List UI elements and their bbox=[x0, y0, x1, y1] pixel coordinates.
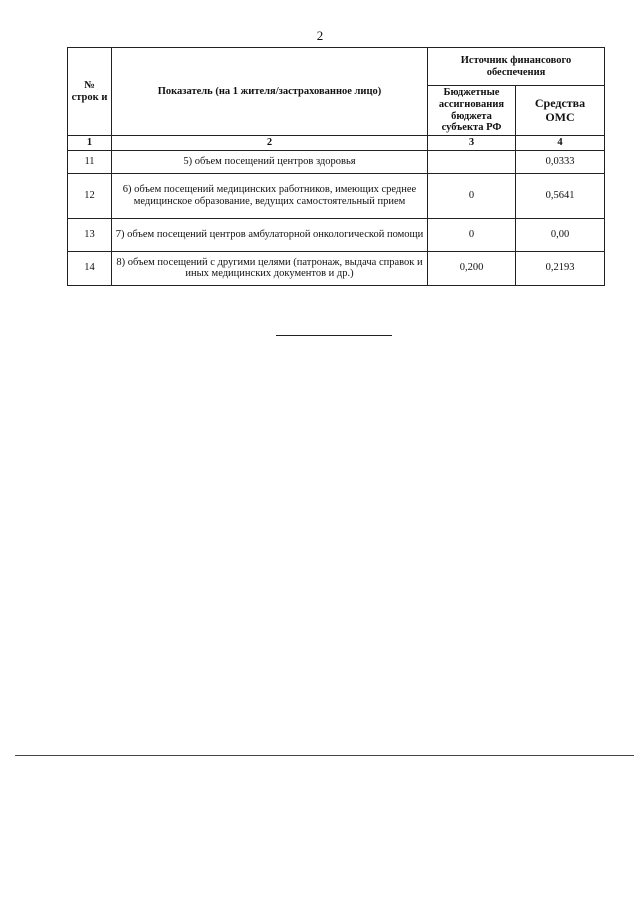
column-number: 2 bbox=[112, 136, 428, 151]
column-number: 1 bbox=[68, 136, 112, 151]
indicator-cell: 8) объем посещений с другими целями (патронаж, выдача справок и иных медицинских документов и др.) bbox=[112, 251, 428, 285]
header-oms: Средства ОМС bbox=[516, 86, 605, 136]
indicators-table bbox=[67, 47, 605, 286]
end-of-document-rule bbox=[276, 335, 392, 336]
row-number-cell: 13 bbox=[68, 218, 112, 251]
budget-cell: 0 bbox=[428, 218, 516, 251]
header-funding-source: Источник финансового обеспечения bbox=[428, 48, 605, 86]
budget-cell bbox=[428, 150, 516, 173]
column-number: 3 bbox=[428, 136, 516, 151]
table-row bbox=[68, 218, 605, 251]
column-number: 4 bbox=[516, 136, 605, 151]
indicator-cell: 5) объем посещений центров здоровья bbox=[112, 150, 428, 173]
row-number-cell: 11 bbox=[68, 150, 112, 173]
oms-cell: 0,5641 bbox=[516, 173, 605, 218]
header-budget: Бюджетные ассигнования бюджета субъекта РФ bbox=[428, 86, 516, 136]
page-number: 2 bbox=[316, 28, 324, 43]
budget-cell: 0,200 bbox=[428, 251, 516, 285]
row-number-cell: 14 bbox=[68, 251, 112, 285]
column-number-row bbox=[68, 136, 605, 151]
header-row-number: № строк и bbox=[68, 48, 112, 136]
table-row bbox=[68, 251, 605, 285]
scan-edge-rule bbox=[15, 755, 634, 756]
oms-cell: 0,0333 bbox=[516, 150, 605, 173]
header-indicator: Показатель (на 1 жителя/застрахованное лицо) bbox=[112, 48, 428, 136]
indicator-cell: 6) объем посещений медицинских работников, имеющих среднее медицинское образование, ведущих самостоятельный прием bbox=[112, 173, 428, 218]
header-row-1 bbox=[68, 48, 605, 86]
table-row bbox=[68, 150, 605, 173]
row-number-cell: 12 bbox=[68, 173, 112, 218]
indicator-cell: 7) объем посещений центров амбулаторной онкологической помощи bbox=[112, 218, 428, 251]
oms-cell: 0,2193 bbox=[516, 251, 605, 285]
table-row bbox=[68, 173, 605, 218]
oms-cell: 0,00 bbox=[516, 218, 605, 251]
budget-cell: 0 bbox=[428, 173, 516, 218]
